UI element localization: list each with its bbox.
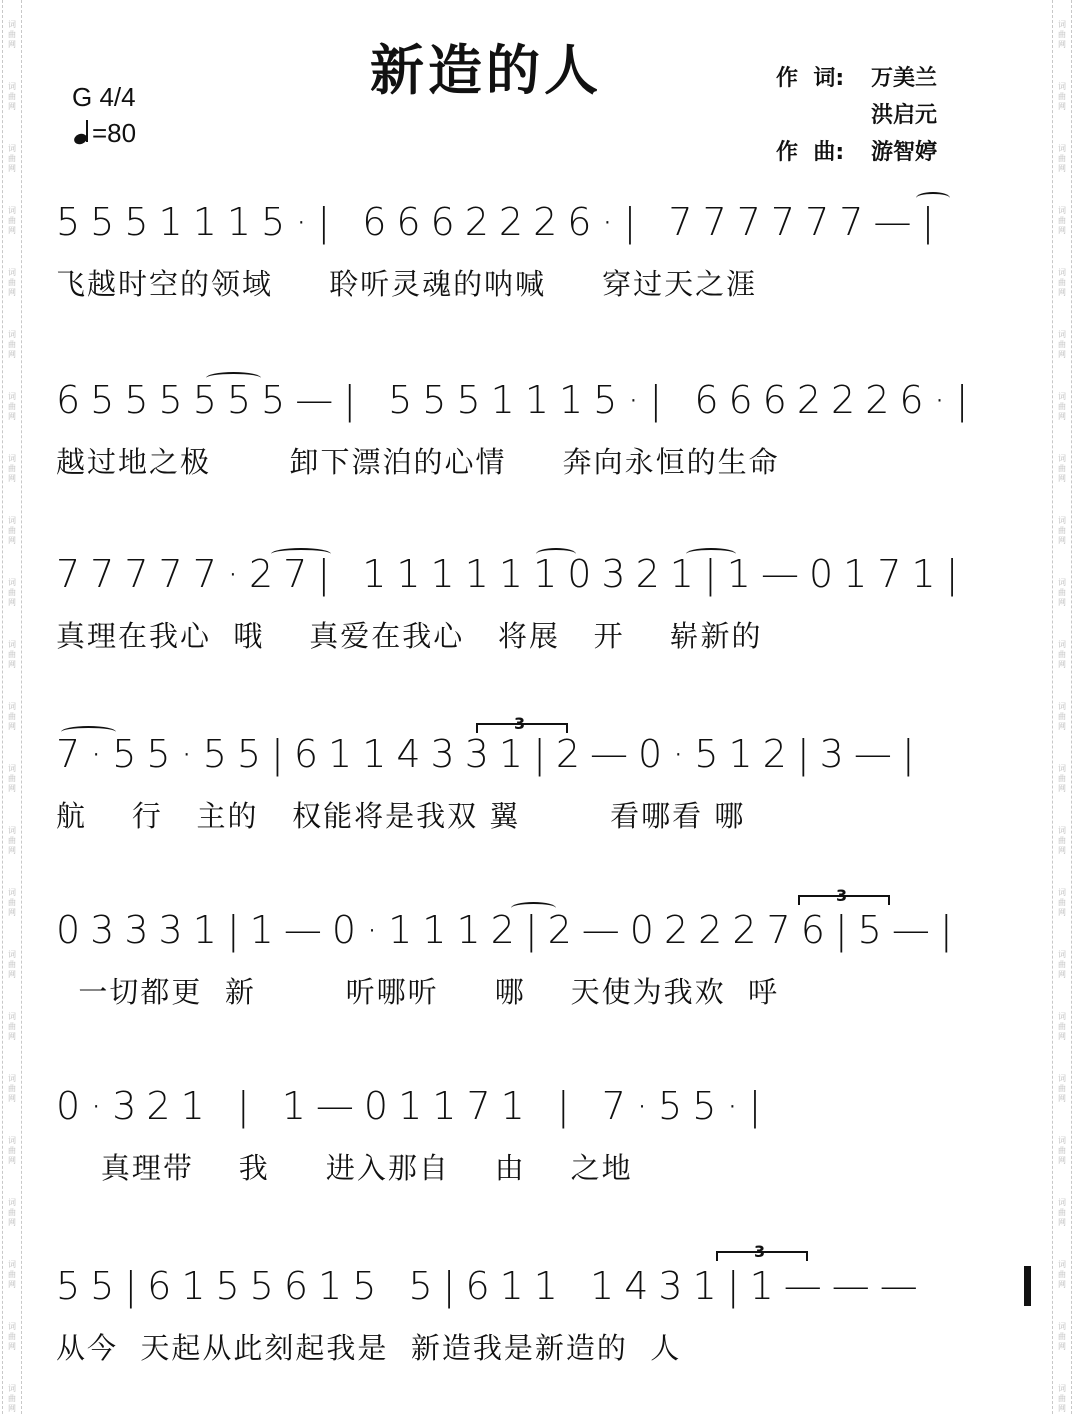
watermark-text: 词 曲 网 [1058, 206, 1066, 235]
final-barline [1024, 1266, 1031, 1306]
watermark-text: 词 曲 网 [8, 1012, 16, 1041]
tempo-marking [72, 118, 136, 149]
watermark-text: 词 曲 网 [1058, 20, 1066, 49]
watermark-text: 词 曲 网 [8, 516, 16, 545]
watermark-text: 词 曲 网 [8, 82, 16, 111]
lyricist-1: 万美兰 [871, 66, 938, 91]
lyricist-label: 作 词: [776, 66, 845, 91]
watermark-text: 词 曲 网 [1058, 144, 1066, 173]
watermark-text: 词 曲 网 [1058, 950, 1066, 979]
notation-line: 55|6155615 5|611 1431|1——— [56, 1264, 928, 1308]
watermark-text: 词 曲 网 [8, 454, 16, 483]
watermark-text: 词 曲 网 [8, 1136, 16, 1165]
watermark-text: 词 曲 网 [8, 764, 16, 793]
tie-arc [206, 372, 261, 384]
notation-line: 7·55·55|6114331|2—0·512|3—| [56, 732, 925, 776]
lyrics-line: 从今 天起从此刻起我是 新造我是新造的 人 [56, 1331, 682, 1365]
watermark-text: 词 曲 网 [1058, 1384, 1066, 1413]
watermark-text: 词 曲 网 [8, 268, 16, 297]
watermark-text: 词 曲 网 [1058, 1074, 1066, 1103]
tie-arc [686, 548, 736, 560]
lyrics-line: 真理带 我 进入那自 由 之地 [56, 1151, 633, 1185]
lyrics-line: 飞越时空的领域 聆听灵魂的呐喊 穿过天之涯 [56, 267, 758, 301]
quarter-note-icon [72, 120, 92, 146]
watermark-text: 词 曲 网 [8, 1322, 16, 1351]
lyrics-line: 越过地之极 卸下漂泊的心情 奔向永恒的生命 [56, 445, 780, 479]
watermark-text: 词 曲 网 [8, 1384, 16, 1413]
notation-line: 0·321 | 1—01171 | 7·55·| [56, 1084, 772, 1128]
lyrics-line: 航 行 主的 权能将是我双 翼 看哪看 哪 [56, 799, 746, 833]
watermark-text: 词 曲 网 [1058, 82, 1066, 111]
watermark-text: 词 曲 网 [1058, 1198, 1066, 1227]
watermark-text: 词 曲 网 [8, 1260, 16, 1289]
tie-arc [511, 902, 556, 914]
watermark-text: 词 曲 网 [1058, 578, 1066, 607]
watermark-text: 词 曲 网 [1058, 826, 1066, 855]
watermark-text: 词 曲 网 [8, 950, 16, 979]
watermark-text: 词 曲 网 [1058, 392, 1066, 421]
tie-arc [916, 192, 950, 204]
song-title: 新造的人 [370, 38, 602, 102]
watermark-text: 词 曲 网 [1058, 454, 1066, 483]
watermark-text: 词 曲 网 [1058, 516, 1066, 545]
notation-line: 6555555—| 5551115·| 6662226·| [56, 378, 979, 422]
left-watermark-strip [2, 0, 22, 1414]
credits [776, 60, 937, 171]
watermark-text: 词 曲 网 [1058, 268, 1066, 297]
watermark-text: 词 曲 网 [1058, 764, 1066, 793]
watermark-text: 词 曲 网 [8, 1198, 16, 1227]
watermark-text: 词 曲 网 [8, 578, 16, 607]
watermark-text: 词 曲 网 [8, 702, 16, 731]
watermark-text: 词 曲 网 [8, 392, 16, 421]
right-watermark-strip [1052, 0, 1072, 1414]
watermark-text: 词 曲 网 [8, 826, 16, 855]
key-signature: G 4/4 [72, 82, 136, 112]
composer: 游智婷 [871, 140, 938, 165]
watermark-text: 词 曲 网 [8, 330, 16, 359]
lyrics-line: 一切都更 新 听哪听 哪 天使为我欢 呼 [56, 975, 780, 1009]
tempo-value: =80 [92, 118, 137, 148]
watermark-text: 词 曲 网 [1058, 1012, 1066, 1041]
tie-arc [271, 548, 331, 560]
watermark-text: 词 曲 网 [8, 144, 16, 173]
notation-line: 77777·27| 1111110321|1—0171| [56, 552, 969, 596]
tie-arc [61, 726, 116, 738]
watermark-text: 词 曲 网 [8, 20, 16, 49]
notation-line: 03331|1—0·1112|2—022276|5—| [56, 908, 963, 952]
watermark-text: 词 曲 网 [1058, 702, 1066, 731]
watermark-text: 词 曲 网 [1058, 1322, 1066, 1351]
watermark-text: 词 曲 网 [1058, 640, 1066, 669]
watermark-text: 词 曲 网 [1058, 1260, 1066, 1289]
watermark-text: 词 曲 网 [8, 888, 16, 917]
watermark-text: 词 曲 网 [1058, 888, 1066, 917]
lyricist-2: 洪启元 [871, 103, 938, 128]
notation-line: 5551115·| 6662226·| 777777—| [56, 200, 945, 244]
watermark-text: 词 曲 网 [8, 640, 16, 669]
composer-label: 作 曲: [776, 140, 845, 165]
watermark-text: 词 曲 网 [8, 206, 16, 235]
watermark-text: 词 曲 网 [1058, 1136, 1066, 1165]
lyrics-line: 真理在我心 哦 真爱在我心 将展 开 崭新的 [56, 619, 763, 653]
watermark-text: 词 曲 网 [8, 1074, 16, 1103]
watermark-text: 词 曲 网 [1058, 330, 1066, 359]
tie-arc [536, 548, 576, 560]
